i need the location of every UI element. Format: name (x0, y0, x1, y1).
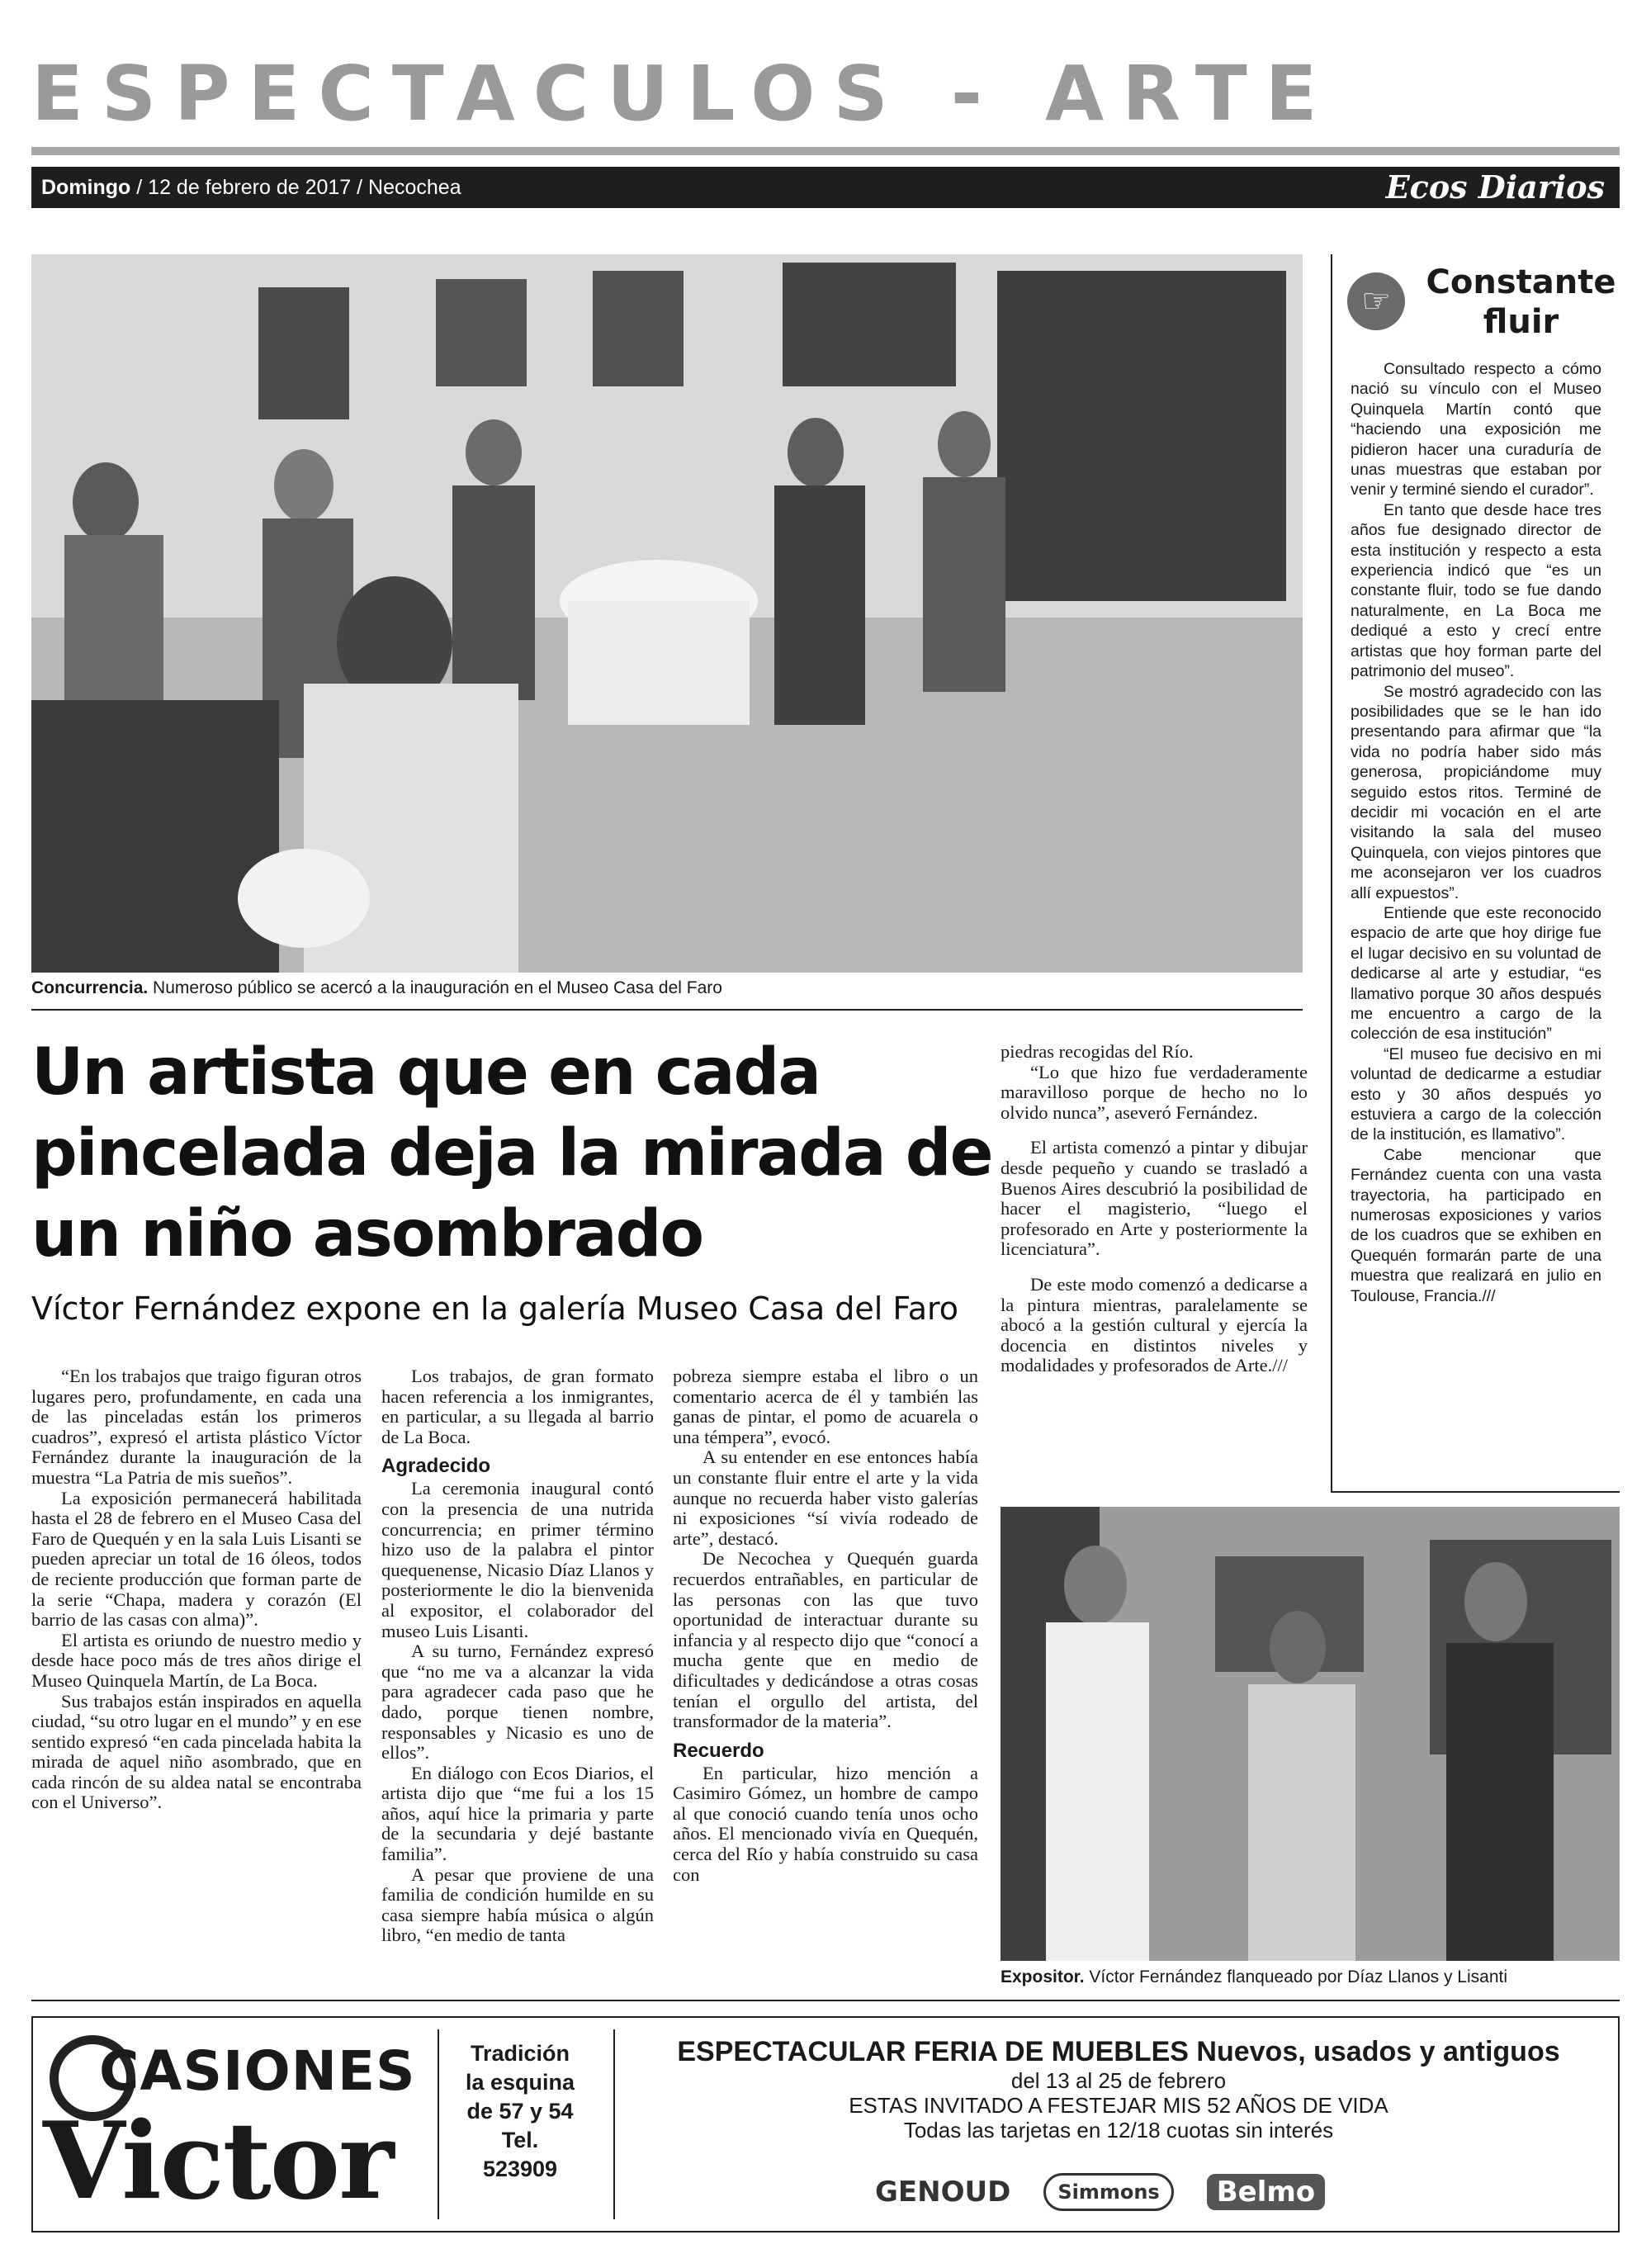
artist-photo (1001, 1507, 1620, 1961)
sidebar-paragraph: Se mostró agradecido con las posibilidades que se le han ido presentando para afirmar que “la vida no podría haber sido más generosa, propiciándome muy seguido estos ritos. Terminé de decidir mi vocación en el arte visitando la sala del museo Quinquela, con viejos pintores que me aconsejaron ver los cuadros allí expuestos”. (1351, 682, 1601, 902)
dateline-bar (31, 167, 1620, 208)
ad-line: ESTAS INVITADO A FESTEJAR MIS 52 AÑOS DE VIDA (849, 2093, 1388, 2118)
body-paragraph: De Necochea y Quequén guarda recuerdos entrañables, en particular de las personas con las que tuvo oportunidad de interactuar durante su infancia y al respecto dijo que “conocí a mucha gente que en medio de dificultades y dedicándose a otras cosas tenían el orgullo del artista, del transformador de la materia”. (673, 1548, 978, 1732)
dateline-day: Domingo (41, 176, 131, 199)
sidebar-paragraph: “El museo fue decisivo en mi voluntad de dedicarme a estudiar esto y 30 años después yo estuviera a cargo de la colección de la institución, es llamativo”. (1351, 1044, 1601, 1144)
body-paragraph: piedras recogidas del Río. (1001, 1041, 1194, 1062)
ad-headline (627, 2035, 1610, 2068)
article-column-2 (381, 1366, 654, 1946)
ad-address-block (429, 2039, 611, 2184)
ad-brand-logos (875, 2163, 1412, 2221)
ad-line: Todas las tarjetas en 12/18 cuotas sin interés (903, 2118, 1334, 2143)
top-caption-label: Concurrencia. (31, 978, 149, 997)
ad-logo-top-text: CASIONES (99, 2039, 416, 2103)
ad-logo-victor: Victor (43, 2100, 393, 2223)
article-column-3 (673, 1366, 978, 1885)
body-paragraph: A su entender en ese entonces había un constante fluir entre el arte y la vida aunque no recuerda haber visto galerías ni exposiciones “sí vivía rodeado de arte”, destacó. (673, 1447, 978, 1549)
sidebar-paragraph: Consultado respecto a cómo nació su vínculo con el Museo Quinquela Martín contó que “haciendo una exposición me pidieron hacer una curaduría de unas muestras que estaban por venir y terminé siendo el curador”. (1351, 360, 1601, 500)
article-headline: Un artista que en cada pincelada deja la mirada de un niño asombrado (31, 1035, 992, 1271)
body-paragraph: A su turno, Fernández expresó que “no me va a alcanzar la vida para agradecer cada paso que he dado, porque tienen nombre, responsables y Nicasio es uno de ellos”. (381, 1641, 654, 1764)
ad-address-line: de 57 y 54 (466, 2099, 574, 2124)
subheading-recuerdo: Recuerdo (673, 1739, 764, 1762)
bottom-caption-text: Víctor Fernández flanqueado por Díaz Llanos y Lisanti (1084, 1967, 1508, 1986)
photo-rule (31, 1009, 1303, 1011)
body-paragraph: Sus trabajos están inspirados en aquella ciudad, “su otro lugar en el mundo” y en ese sentido expresó “en cada pincelada habita la mirada de aquel niño asombrado, que en cada rincón de su aldea natal se encontraba con el Universo”. (31, 1690, 362, 1813)
ad-address-line: la esquina (465, 2070, 575, 2095)
ad-phone: 523909 (482, 2157, 558, 2181)
ad-address-line: Tel. (501, 2128, 539, 2152)
brand-genoud: GENOUD (875, 2176, 1011, 2209)
article-column-1 (31, 1366, 362, 1813)
body-paragraph: El artista es oriundo de nuestro medio y desde hace poco más de tres años dirige el Museo Quinquela Martín, de La Boca. (31, 1629, 362, 1691)
body-paragraph: Los trabajos, de gran formato hacen referencia a los inmigrantes, en particular, a su llegada al barrio de La Boca. (381, 1366, 654, 1447)
subheading-agradecido: Agradecido (381, 1455, 491, 1478)
ad-headline-bold: ESPECTACULAR FERIA DE MUEBLES (677, 2036, 1189, 2067)
ad-address-line: Tradición (470, 2041, 570, 2066)
brand-simmons: Simmons (1043, 2173, 1173, 2211)
sidebar-paragraph: Entiende que este reconocido espacio de arte que hoy dirige fue el lugar decisivo en su voluntad de dedicarse al arte y estudiar, “es llamativo porque 30 años después me encuentro a cargo de la colección de esa institución” (1351, 903, 1601, 1044)
body-paragraph: “Lo que hizo fue verdaderamente maravilloso porque de hecho no lo olvido nunca”, aseveró Fernández. (1001, 1061, 1308, 1123)
sidebar-title: Constante fluir (1426, 263, 1616, 341)
body-paragraph: En diálogo con Ecos Diarios, el artista dijo que “me fui a los 15 años, aquí hice la primaria y parte de la secundaria y dejé bastante familia”. (381, 1762, 654, 1865)
top-photo-caption (31, 978, 722, 999)
masthead-rule (31, 147, 1620, 155)
top-caption-text: Numeroso público se acercó a la inauguración en el Museo Casa del Faro (148, 978, 722, 997)
body-paragraph: “En los trabajos que traigo figuran otros lugares pero, profundamente, en cada una de las pinceladas están los primeros cuadros”, expresó el artista plástico Víctor Fernández durante la inauguración de la muestra “La Patria de mis sueños”. (31, 1366, 362, 1488)
brand-belmo: Belmo (1207, 2174, 1325, 2210)
gallery-crowd-photo (31, 254, 1303, 973)
ad-line: del 13 al 25 de febrero (1010, 2068, 1227, 2093)
sidebar-text (1351, 359, 1601, 1306)
sidebar-paragraph: En tanto que desde hace tres años fue designado director de esta institución y respecto a esta experiencia indicó que “es un constante fluir, todo se fue dando naturalmente, en La Boca me dediqué a esto y crecí entre artistas que hoy forman parte del patrimonio del museo”. (1351, 500, 1601, 681)
body-paragraph: pobreza siempre estaba el libro o un comentario acerca de él y también las ganas de pintar, el pomo de acuarela o una témpera”, evocó. (673, 1366, 978, 1447)
bottom-caption-label: Expositor. (1001, 1967, 1085, 1986)
body-paragraph: El artista comenzó a pintar y dibujar desde pequeño y cuando se trasladó a Buenos Aires descubrió la posibilidad de hacer el magisterio, “luego el profesorado en Arte y posteriormente la licenciatura”. (1001, 1137, 1308, 1260)
dateline-rest: / 12 de febrero de 2017 / Necochea (130, 176, 461, 199)
body-paragraph: A pesar que proviene de una familia de condición humilde en su casa siempre había música o algún libro, “en medio de tanta (381, 1863, 654, 1946)
bottom-photo-caption (1001, 1967, 1507, 1988)
ad-divider (613, 2029, 615, 2219)
section-title: ESPECTACULOS - ARTE (31, 50, 1336, 138)
ad-headline-rest: Nuevos, usados y antiguos (1188, 2036, 1560, 2067)
body-paragraph: En particular, hizo mención a Casimiro Gómez, un hombre de campo al que conoció cuando tenía unos ocho años. El mencionado vivía en Quequén, cerca del Río y había construido su casa con (673, 1762, 978, 1885)
article-subhead: Víctor Fernández expone en la galería Museo Casa del Faro (31, 1290, 959, 1327)
sidebar-paragraph: Cabe mencionar que Fernández cuenta con una vasta trayectoria, ha participado en numerosas exposiciones y varios de los cuadros que se exhiben en Quequén formarán parte de una muestra que realizará en julio en Toulouse, Francia./// (1351, 1145, 1601, 1305)
ad-main-text (627, 2035, 1610, 2143)
ad-top-rule (31, 2000, 1620, 2001)
body-paragraph: De este modo comenzó a dedicarse a la pintura mientras, paralelamente se abocó a la gestión cultural y ejercía la docencia en distintos niveles y modalidades y profesorados de Arte./// (1001, 1273, 1308, 1376)
body-paragraph: La exposición permanecerá habilitada hasta el 28 de febrero en el Museo Casa del Faro de Quequén y en la sala Luis Lisanti se pueden apreciar un total de 16 óleos, todos de reciente producción que forman parte de la serie “Chapa, madera y corazón (El barrio de las casas con alma)”. (31, 1487, 362, 1631)
article-column-4 (1001, 1042, 1308, 1376)
brand-logo: Ecos Diarios (1385, 168, 1605, 206)
body-paragraph: La ceremonia inaugural contó con la presencia de una nutrida concurrencia; en primer término hizo uso de la palabra el pintor quequenense, Nicasio Díaz Llanos y posteriormente le dio la bienvenida al expositor, el colaborador del museo Luis Lisanti. (381, 1478, 654, 1641)
pointing-hand-icon: ☞ (1347, 272, 1405, 330)
